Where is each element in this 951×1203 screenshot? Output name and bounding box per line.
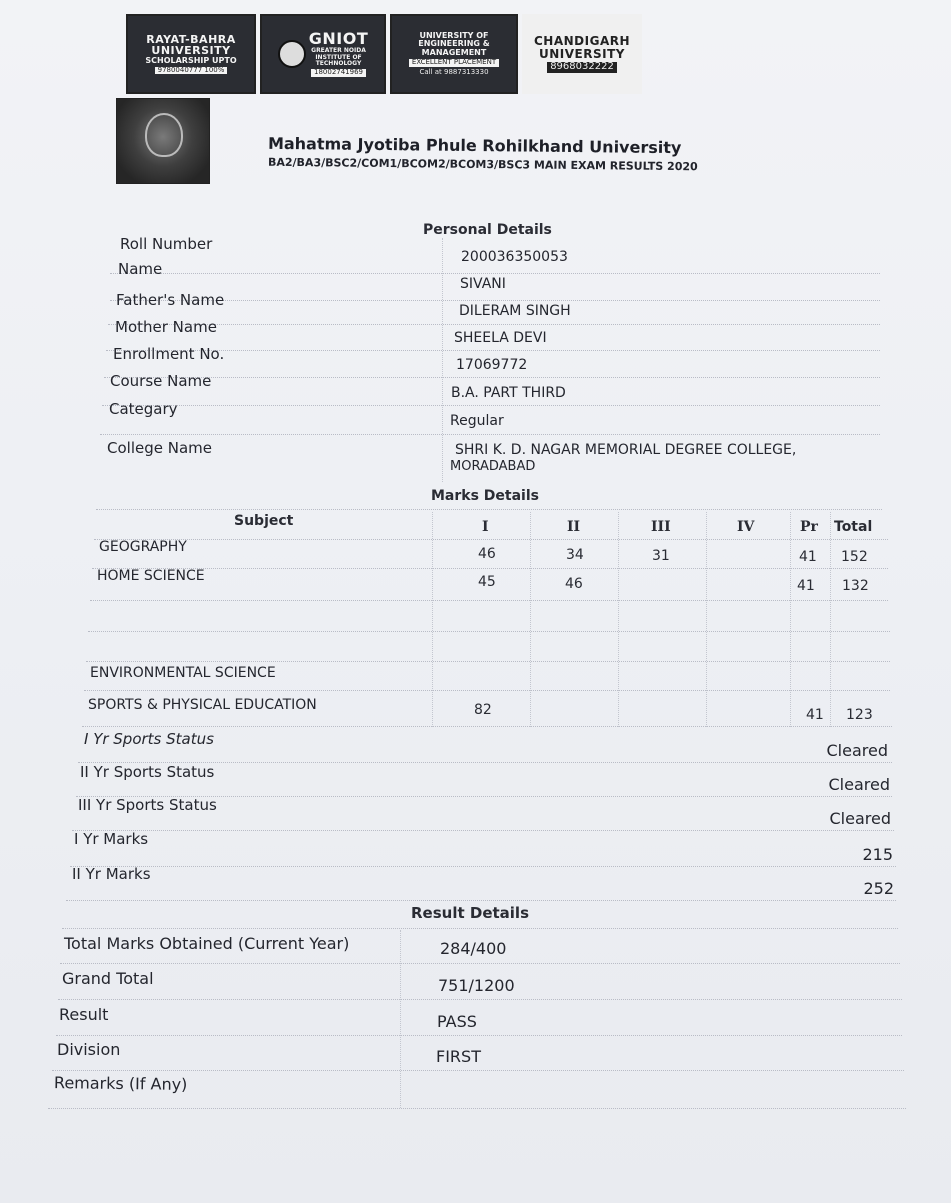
marks-iii: 31 (652, 548, 670, 564)
column-divider (618, 512, 619, 727)
gniot-logo-icon (278, 40, 306, 68)
ad-line: EXCELLENT PLACEMENT (409, 59, 499, 66)
marks-pr: 41 (799, 549, 817, 565)
sports-status-label: III Yr Sports Status (78, 796, 217, 814)
result-value: PASS (437, 1012, 477, 1031)
total-marks-value: 284/400 (440, 939, 507, 958)
divider (92, 568, 888, 569)
divider (58, 999, 902, 1000)
divider (60, 963, 900, 964)
roll-number-value: 200036350053 (461, 249, 568, 265)
personal-details-heading: Personal Details (423, 222, 552, 238)
subject-name: HOME SCIENCE (97, 568, 205, 584)
subject-name: SPORTS & PHYSICAL EDUCATION (88, 697, 317, 713)
marks-i: 82 (474, 702, 492, 718)
sports-status-label: II Yr Sports Status (80, 763, 215, 781)
advertisement-banner (126, 14, 646, 94)
column-divider (442, 238, 443, 482)
divider (90, 600, 888, 601)
paper-iii-column-header: III (651, 519, 671, 535)
ad-uem (390, 14, 518, 94)
paper-i-column-header: I (482, 519, 489, 535)
divider (72, 830, 894, 831)
ad-line: GREATER NOIDA INSTITUTE OF TECHNOLOGY (311, 47, 366, 67)
grand-total-label: Grand Total (62, 969, 154, 988)
divider (100, 434, 880, 435)
college-name-value-line2: MORADABAD (450, 459, 536, 474)
emblem-icon (145, 113, 183, 157)
marks-ii: 34 (566, 547, 584, 563)
division-value: FIRST (436, 1047, 481, 1066)
ad-gniot (260, 14, 386, 94)
subject-name: ENVIRONMENTAL SCIENCE (90, 665, 276, 681)
second-year-marks-label: II Yr Marks (72, 865, 151, 883)
ad-chandigarh (522, 14, 642, 94)
mother-name-value: SHEELA DEVI (454, 330, 547, 346)
fathers-name-label: Father's Name (116, 291, 225, 309)
ad-name: RAYAT-BAHRA UNIVERSITY (146, 32, 236, 58)
divider (82, 726, 892, 727)
subject-name: GEOGRAPHY (99, 539, 187, 555)
total-column-header: Total (834, 519, 873, 535)
marks-total: 123 (846, 707, 873, 723)
university-logo (116, 98, 210, 184)
course-name-value: B.A. PART THIRD (451, 385, 566, 401)
ad-name: GNIOT (308, 29, 369, 49)
grand-total-value: 751/1200 (438, 976, 515, 995)
second-year-marks-value: 252 (863, 879, 894, 898)
subject-column-header: Subject (234, 513, 294, 529)
division-label: Division (57, 1040, 121, 1059)
divider (102, 405, 880, 406)
first-year-marks-label: I Yr Marks (74, 830, 149, 848)
marks-i: 45 (478, 574, 496, 590)
ad-phone: 9780040777 100% (155, 67, 228, 74)
ad-name: CHANDIGARH UNIVERSITY (533, 34, 631, 61)
college-name-label: College Name (107, 439, 212, 457)
enrollment-label: Enrollment No. (113, 345, 225, 363)
college-name-value: SHRI K. D. NAGAR MEMORIAL DEGREE COLLEGE, (455, 442, 797, 458)
enrollment-value: 17069772 (456, 357, 528, 373)
column-divider (830, 512, 831, 727)
marks-pr: 41 (797, 578, 815, 594)
divider (84, 690, 890, 691)
sports-status-value: Cleared (829, 809, 891, 828)
first-year-marks-value: 215 (862, 845, 893, 864)
divider (110, 273, 880, 274)
marks-total: 152 (841, 549, 868, 565)
name-label: Name (118, 260, 163, 278)
sports-status-value: Cleared (826, 741, 888, 760)
roll-number-label: Roll Number (120, 235, 213, 253)
column-divider (432, 512, 433, 727)
divider (62, 928, 898, 929)
divider (108, 324, 880, 325)
divider (88, 631, 890, 632)
divider (96, 509, 882, 510)
column-divider (530, 512, 531, 727)
university-name: Mahatma Jyotiba Phule Rohilkhand University (267, 133, 682, 158)
ad-line: SCHOLARSHIP UPTO (145, 55, 237, 65)
marks-i: 46 (478, 546, 496, 562)
paper-ii-column-header: II (567, 519, 581, 535)
divider (52, 1070, 904, 1071)
ad-phone: Call at 9887313330 (416, 69, 491, 76)
divider (70, 866, 896, 867)
divider (94, 539, 888, 540)
divider (56, 1035, 902, 1036)
divider (48, 1108, 906, 1109)
fathers-name-value: DILERAM SINGH (459, 303, 571, 319)
column-divider (400, 930, 401, 1108)
paper-iv-column-header: IV (737, 519, 755, 535)
divider (110, 300, 880, 301)
divider (66, 900, 896, 901)
mother-name-label: Mother Name (115, 318, 217, 336)
marks-pr: 41 (806, 707, 824, 723)
exam-title: BA2/BA3/BSC2/COM1/BCOM2/BCOM3/BSC3 MAIN EXAM RESULTS 2020 (267, 155, 698, 174)
name-value: SIVANI (460, 276, 506, 292)
marks-ii: 46 (565, 576, 583, 592)
result-details-heading: Result Details (411, 904, 529, 922)
sports-status-value: Cleared (828, 775, 890, 794)
category-label: Categary (109, 400, 178, 418)
ad-rayat-bahra (126, 14, 256, 94)
divider (104, 377, 880, 378)
marks-details-heading: Marks Details (431, 488, 539, 504)
ad-phone: 18002741969 (311, 69, 366, 76)
ad-name: UNIVERSITY OF ENGINEERING & MANAGEMENT (418, 31, 490, 57)
divider (86, 661, 890, 662)
course-name-label: Course Name (110, 372, 212, 390)
column-divider (790, 512, 791, 727)
sports-status-label: I Yr Sports Status (84, 730, 214, 748)
remarks-label: Remarks (If Any) (53, 1073, 188, 1094)
total-marks-label: Total Marks Obtained (Current Year) (64, 934, 350, 953)
column-divider (706, 512, 707, 727)
practical-column-header: Pr (800, 519, 818, 535)
ad-phone: 8968032222 (547, 62, 617, 73)
result-label: Result (59, 1005, 109, 1024)
marks-total: 132 (842, 578, 869, 594)
category-value: Regular (450, 413, 504, 429)
